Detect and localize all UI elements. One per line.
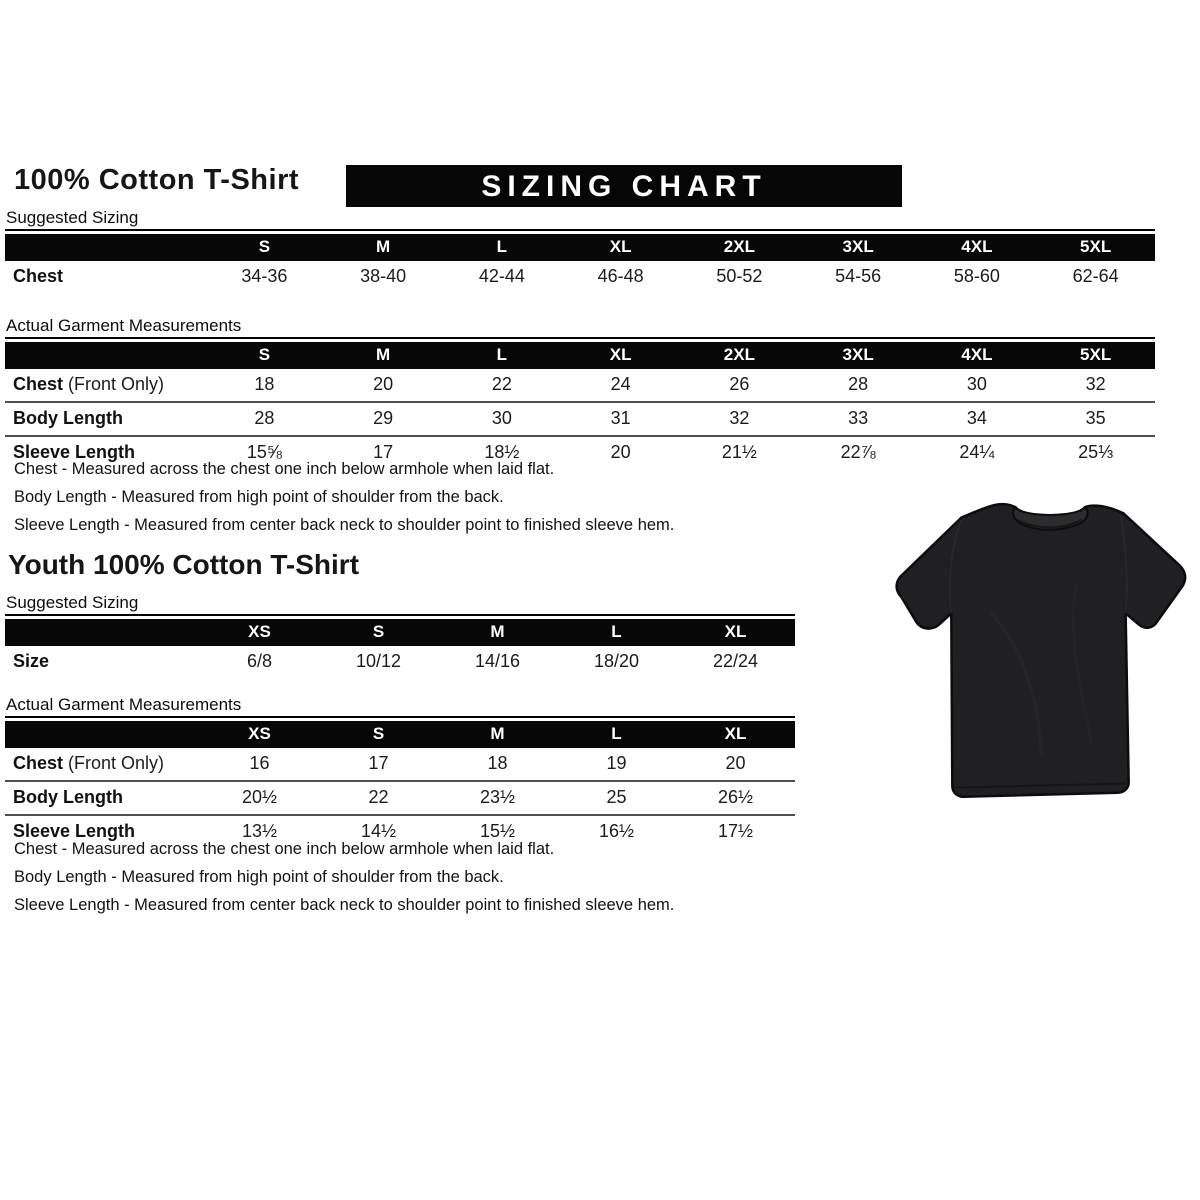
size-header-row [5,721,795,748]
size-column-header: S [205,342,324,369]
row-label-column-header [5,234,205,261]
row-label: Body Length [5,781,200,815]
youth-measurement-notes [14,840,814,924]
note-line: Sleeve Length - Measured from center back neck to shoulder point to finished sleeve hem. [14,896,675,914]
youth-suggested-sizing-label: Suggested Sizing [6,593,139,612]
size-column-header: 4XL [918,342,1037,369]
measurement-value: 42-44 [478,266,525,286]
measurement-value: 15⅝ [246,442,282,462]
measurement-row [5,402,1155,436]
measurement-value: 30 [918,369,1037,402]
measurement-value: 34 [918,402,1037,436]
measurement-value: 28 [205,402,324,436]
measurement-value: 62-64 [1072,266,1119,286]
row-label: Chest (Front Only) [5,369,205,402]
measurement-value: 34-36 [241,266,288,286]
measurement-value: 20 [610,442,631,462]
size-column-header: 4XL [918,234,1037,261]
measurement-value: 50-52 [716,266,763,286]
measurement-value: 14½ [360,821,397,841]
sizing-chart-banner: SIZING CHART [346,165,902,207]
youth-suggested-sizing-table-block [5,614,795,678]
row-label: Chest (Front Only) [5,748,200,781]
measurement-value: 21½ [721,442,757,462]
row-label: Size [13,651,50,671]
size-column-header: XL [676,619,795,646]
row-label: Sleeve Length [13,442,136,462]
measurement-value: 22 [319,781,438,815]
measurement-value: 17 [319,748,438,781]
measurement-value: 25⅓ [1078,442,1114,462]
size-column-header: M [324,234,443,261]
measurement-row [5,781,795,815]
youth-actual-measurements-table [5,721,795,848]
size-column-header: XL [561,342,680,369]
measurement-value: 16½ [598,821,635,841]
measurement-value: 28 [799,369,918,402]
size-column-header: 3XL [799,342,918,369]
page-title: 100% Cotton T-Shirt [14,164,300,196]
measurement-value: 23½ [438,781,557,815]
size-column-header: XL [561,234,680,261]
size-column-header: S [319,619,438,646]
table-top-rule [5,716,795,718]
measurement-value: 13½ [241,821,278,841]
size-column-header: L [443,342,562,369]
size-column-header: XL [676,721,795,748]
measurement-value: 20½ [200,781,319,815]
measurement-value: 32 [1036,369,1155,402]
row-label: Body Length [5,402,205,436]
note-line: Body Length - Measured from high point of shoulder from the back. [14,488,504,506]
size-column-header: M [438,619,557,646]
size-column-header: L [443,234,562,261]
black-tshirt-graphic [888,490,1194,808]
size-column-header: 2XL [680,342,799,369]
measurement-value: 14/16 [474,651,521,671]
measurement-value: 22⅞ [840,442,876,462]
measurement-row [5,261,1155,293]
size-column-header: 3XL [799,234,918,261]
measurement-value: 20 [324,369,443,402]
measurement-value: 10/12 [355,651,402,671]
measurement-value: 18/20 [593,651,640,671]
note-line: Chest - Measured across the chest one inch below armhole when laid flat. [14,460,555,478]
measurement-value: 22 [443,369,562,402]
size-column-header: L [557,721,676,748]
row-label-column-header [5,342,205,369]
measurement-value: 30 [443,402,562,436]
adult-actual-measurements-label: Actual Garment Measurements [6,316,242,335]
size-header-row [5,619,795,646]
table-top-rule [5,337,1155,339]
row-label: Chest [13,266,64,286]
size-column-header: XS [200,721,319,748]
measurement-value: 29 [324,402,443,436]
measurement-value: 46-48 [597,266,644,286]
size-column-header: L [557,619,676,646]
measurement-value: 35 [1036,402,1155,436]
measurement-value: 54-56 [835,266,882,286]
size-column-header: XS [200,619,319,646]
table-top-rule [5,614,795,616]
measurement-value: 18½ [484,442,520,462]
note-line: Chest - Measured across the chest one inch below armhole when laid flat. [14,840,555,858]
measurement-value: 38-40 [360,266,407,286]
size-column-header: S [205,234,324,261]
note-line: Sleeve Length - Measured from center back neck to shoulder point to finished sleeve hem. [14,516,675,534]
adult-measurement-notes [14,460,814,544]
measurement-value: 33 [799,402,918,436]
measurement-value: 18 [205,369,324,402]
measurement-value: 20 [676,748,795,781]
adult-suggested-sizing-label: Suggested Sizing [6,208,139,227]
size-column-header: S [319,721,438,748]
measurement-value: 25 [557,781,676,815]
measurement-value: 19 [557,748,676,781]
measurement-row [5,369,1155,402]
measurement-row [5,748,795,781]
size-column-header: 5XL [1036,342,1155,369]
measurement-value: 18 [438,748,557,781]
measurement-value: 31 [561,402,680,436]
row-label-column-header [5,619,200,646]
measurement-value: 24¼ [959,442,995,462]
adult-suggested-sizing-table-block [5,229,1155,293]
measurement-value: 26½ [676,781,795,815]
row-label-column-header [5,721,200,748]
row-label: Sleeve Length [13,821,136,841]
youth-actual-measurements-table-block [5,716,795,848]
measurement-value: 32 [680,402,799,436]
size-header-row [5,234,1155,261]
measurement-value: 17½ [717,821,754,841]
youth-suggested-sizing-table [5,619,795,678]
size-column-header: M [324,342,443,369]
measurement-value: 16 [200,748,319,781]
adult-suggested-sizing-table [5,234,1155,293]
measurement-value: 22/24 [712,651,759,671]
measurement-value: 15½ [479,821,516,841]
youth-section-title: Youth 100% Cotton T-Shirt [8,549,360,580]
note-line: Body Length - Measured from high point of shoulder from the back. [14,868,504,886]
size-header-row [5,342,1155,369]
measurement-value: 17 [373,442,394,462]
table-top-rule [5,229,1155,231]
adult-actual-measurements-table [5,342,1155,469]
measurement-value: 26 [680,369,799,402]
measurement-row [5,646,795,678]
youth-actual-measurements-label: Actual Garment Measurements [6,695,242,714]
size-column-header: 2XL [680,234,799,261]
measurement-value: 58-60 [953,266,1000,286]
size-column-header: 5XL [1036,234,1155,261]
measurement-value: 24 [561,369,680,402]
adult-actual-measurements-table-block [5,337,1155,469]
measurement-value: 6/8 [246,651,273,671]
size-column-header: M [438,721,557,748]
tshirt-image [888,490,1194,808]
